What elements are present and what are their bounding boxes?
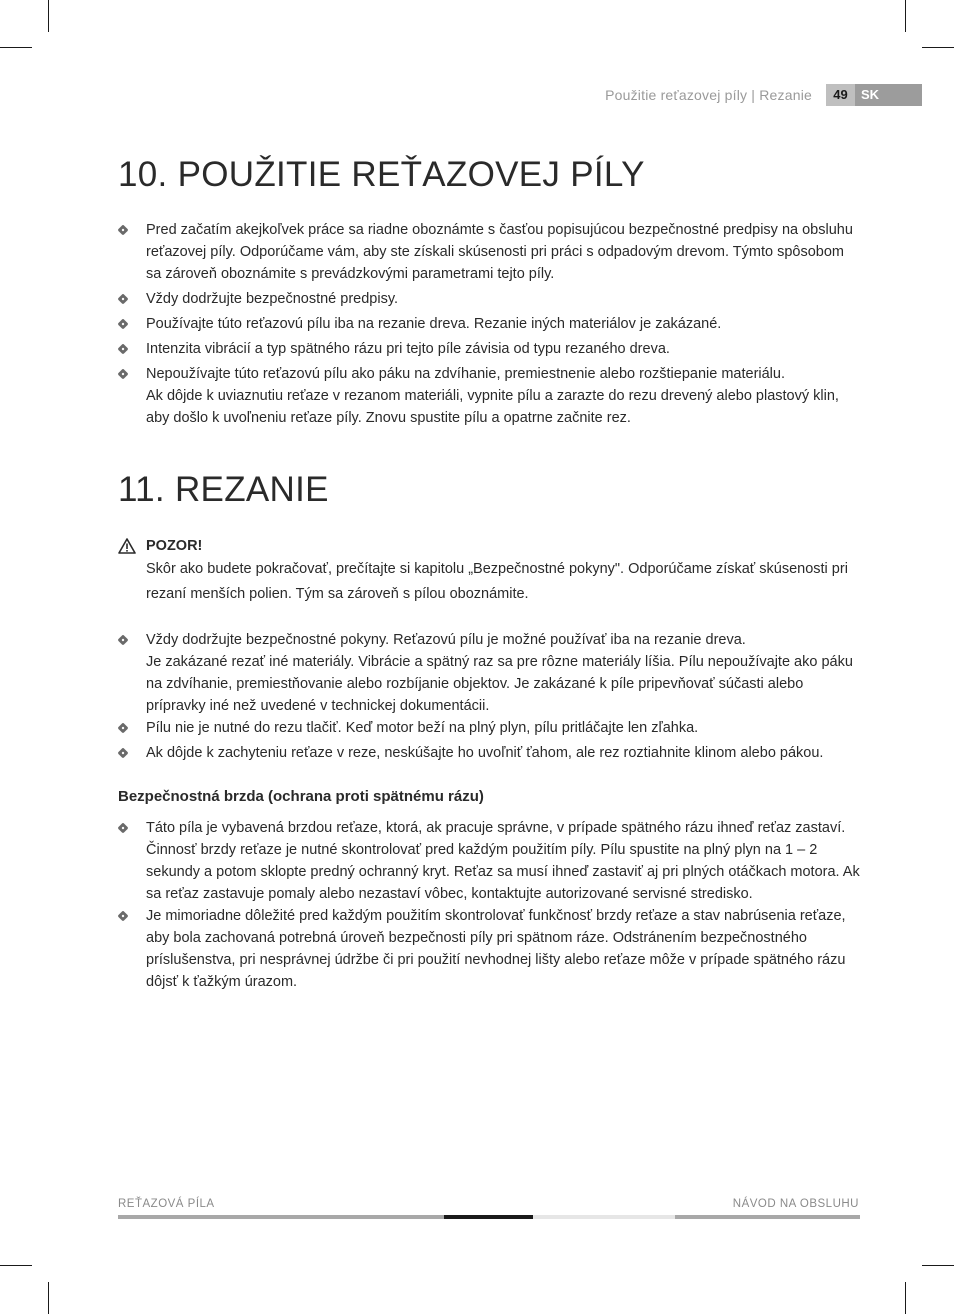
bullet-icon xyxy=(117,910,128,921)
brake-list xyxy=(118,817,863,993)
list-item xyxy=(118,219,863,285)
crop-mark xyxy=(922,1265,954,1266)
list-item-text: Používajte túto reťazovú pílu iba na rezanie dreva. Rezanie iných materiálov je zakázané. xyxy=(146,316,722,332)
list-item xyxy=(118,742,863,764)
list-item-text: Táto píla je vybavená brzdou reťaze, ktorá, ak pracuje správne, v prípade spätného rázu ihneď reťaz zastaví. Činnosť brzdy reťaze je nutné skontrolovať pred každým použitím píly. Pílu spustite na plný plyn na 1 – 2 sekundy a potom sklopte predný ochranný kryt. Reťaz sa musí ihneď zastaviť aj pri plných otáčkach motora. Ak sa reťaz zastavuje pomaly alebo nezastaví vôbec, kontaktujte autorizované servisné stredisko. xyxy=(146,820,860,902)
list-item-text: Ak dôjde k uviaznutiu reťaze v rezanom materiáli, vypnite pílu a zarazte do rezu drevený alebo plastový klin, aby došlo k uvoľneniu reťaze píly. Znovu spustite pílu a opatrne začnite rez. xyxy=(146,388,839,426)
list-item xyxy=(118,288,863,310)
bullet-icon xyxy=(117,293,128,304)
footer-bar-segment xyxy=(444,1215,533,1219)
crop-mark xyxy=(0,1265,32,1266)
list-item xyxy=(118,313,863,335)
bullet-icon xyxy=(117,822,128,833)
crop-mark xyxy=(48,1282,49,1314)
list-item-text: Je zakázané rezať iné materiály. Vibrácie a spätný raz sa pre rôzne materiály líšia. Pílu nepoužívajte ako páku na zdvíhanie, premiestňovanie alebo rozbíjanie objektov. Je zakázané k píle pripevňovať súčasti alebo prípravky iné než uvedené v technickej dokumentácii. xyxy=(146,654,853,714)
warning-text: Skôr ako budete pokračovať, prečítajte si kapitolu „Bezpečnostné pokyny". Odporúčame získať skúsenosti pri rezaní menších polien. Tým sa zároveň s pílou oboznámite. xyxy=(146,561,848,602)
list-item xyxy=(118,629,863,717)
section-10-list xyxy=(118,219,863,429)
crop-mark xyxy=(922,47,954,48)
running-header xyxy=(560,84,922,106)
section-10-heading: 10. POUŽITIE REŤAZOVEJ PÍLY xyxy=(118,155,645,194)
bullet-icon xyxy=(117,343,128,354)
footer-product-name: REŤAZOVÁ PÍLA xyxy=(118,1198,215,1210)
list-item xyxy=(118,363,863,429)
list-item xyxy=(118,717,863,739)
list-item-text: Pred začatím akejkoľvek práce sa riadne oboznámte s časťou popisujúcou bezpečnostné predpisy na obsluhu reťazovej píly. Odporúčame vám, aby ste získali skúsenosti pri práci s odpadovým drevom. Týmto spôsobom sa zároveň oboznámite s prevádzkovými parametrami tejto píly. xyxy=(146,222,853,282)
bullet-icon xyxy=(117,224,128,235)
running-title: Použitie reťazovej píly | Rezanie xyxy=(605,87,812,103)
footer-manual-label: NÁVOD NA OBSLUHU xyxy=(732,1198,859,1210)
list-item-text: Ak dôjde k zachyteniu reťaze v reze, neskúšajte ho uvoľniť ťahom, ale rez roztiahnite klinom alebo pákou. xyxy=(146,745,824,761)
warning-triangle-icon xyxy=(118,538,136,554)
bullet-icon xyxy=(117,368,128,379)
list-item-text: Nepoužívajte túto reťazovú pílu ako páku na zdvíhanie, premiestnenie alebo rozštiepanie materiálu. xyxy=(146,366,785,382)
brake-subheading: Bezpečnostná brzda (ochrana proti spätnému rázu) xyxy=(118,788,484,805)
footer-bar-segment xyxy=(675,1215,860,1219)
list-item-text: Vždy dodržujte bezpečnostné pokyny. Reťazovú pílu je možné používať iba na rezanie dreva. xyxy=(146,632,746,648)
bullet-icon xyxy=(117,318,128,329)
bullet-icon xyxy=(117,722,128,733)
list-item-text: Intenzita vibrácií a typ spätného rázu pri tejto píle závisia od typu rezaného dreva. xyxy=(146,341,670,357)
list-item-text: Pílu nie je nutné do rezu tlačiť. Keď motor beží na plný plyn, pílu pritláčajte len zľahka. xyxy=(146,720,699,736)
footer-bar-segment xyxy=(533,1215,675,1219)
page-number: 49 xyxy=(826,84,855,106)
list-item-text: Je mimoriadne dôležité pred každým použitím skontrolovať funkčnosť brzdy reťaze a stav nabrúsenia reťaze, aby bola zachovaná potrebná úroveň bezpečnosti píly pri spätnom ráze. Odstránením bezpečnostného príslušenstva, pri nesprávnej údržbe či pri použití nevhodnej lišty alebo reťaze môže v prípade spätného rázu dôjsť k ťažkým úrazom. xyxy=(146,908,846,990)
bullet-icon xyxy=(117,634,128,645)
warning-title: POZOR! xyxy=(146,538,203,554)
section-11-list xyxy=(118,629,863,764)
crop-mark xyxy=(905,1282,906,1314)
crop-mark xyxy=(905,0,906,32)
section-11-heading: 11. REZANIE xyxy=(118,470,329,509)
footer-bar-segment xyxy=(118,1215,444,1219)
crop-mark xyxy=(0,47,32,48)
crop-mark xyxy=(48,0,49,32)
list-item-text: Vždy dodržujte bezpečnostné predpisy. xyxy=(146,291,399,307)
list-item xyxy=(118,817,863,905)
list-item xyxy=(118,338,863,360)
bullet-icon xyxy=(117,747,128,758)
language-tab: SK xyxy=(855,84,922,106)
list-item xyxy=(118,905,863,993)
